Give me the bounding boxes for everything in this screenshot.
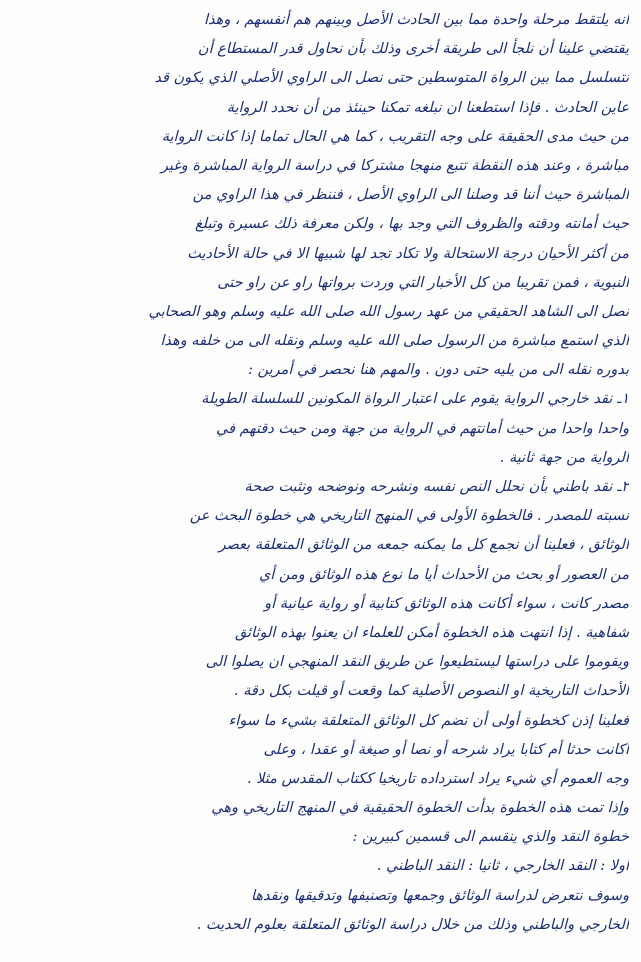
text-line: بدوره نقله الى من يليه حتى دون . والمهم هنا نحصر في أمرين : [248,362,629,379]
text-line: الأحداث التاريخية او النصوص الأصلية كما وقعت أو قيلت بكل دقة . [233,683,629,700]
text-line: الوثائق ، فعلينا أن نجمع كل ما يمكنه جمعه من الوثائق المتعلقة بعصر [218,537,629,554]
text-line: فعلينا إذن كخطوة أولى أن نضم كل الوثائق المتعلقة بشيء ما سواء [228,712,629,729]
text-line: مباشرة ، وعند هذه النقطة تتبع منهجا مشتركا في دراسة الرواية المباشرة وغير [160,157,629,174]
text-line: الرواية من جهة ثانية . [499,449,629,466]
text-line: ١ـ نقد خارجي الرواية يقوم على اعتبار الرواة المكونين للسلسلة الطويلة [201,391,629,408]
text-line: انه يلتقط مرحلة واحدة مما بين الحادث الأصل وبينهم هم أنفسهم ، وهذا [204,12,629,28]
text-line: النبوية ، فمن تقريبا من كل الأخبار التي وردت برواتها راو عن راو حتى [217,274,629,291]
text-line: نتسلسل مما بين الرواة المتوسطين حتى نصل الى الراوي الأصلي الذي يكون قد [154,70,629,87]
text-line: حيث أمانته ودقته والظروف التي وجد بها ، ولكن معرفة ذلك عسيرة وتبلغ [194,216,629,233]
text-line: نسبته للمصدر . فالخطوة الأولى في المنهج التاريخي هي خطوة البحث عن [189,508,629,525]
text-line: يقتضي علينا أن نلجأ الى طريقة أخرى وذلك بأن نحاول قدر المستطاع أن [197,41,629,58]
text-line: الذي استمع مباشرة من الرسول صلى الله عليه وسلم ونقله الى من خلفه وهذا [160,333,629,350]
text-line: شفاهية . إذا انتهت هذه الخطوة أمكن للعلماء ان يعنوا بهذه الوثائق [234,624,629,641]
text-line: خطوة النقد والذي ينقسم الى قسمين كبيرين : [352,829,629,846]
text-line: وإذا تمت هذه الخطوة بدأت الخطوة الحقيقية في المنهج التاريخي وهي [211,800,629,817]
text-line: وسوف نتعرض لدراسة الوثائق وجمعها وتصنيفها وتدقيقها ونقدها [250,887,629,904]
text-line: المباشرة حيث أننا قد وصلنا الى الراوي الأصل ، فننظر في هذا الراوي من [192,187,629,204]
text-line: ويقوموا على دراستها ليستطيعوا عن طريق النقد المنهجي ان يصلوا الى [205,654,629,671]
text-line: نصل الى الشاهد الحقيقي من عهد رسول الله صلى الله عليه وسلم وهو الصحابي [148,303,629,320]
text-line: واحدا واحدا من حيث أمانتهم في الرواية من جهة ومن حيث دقتهم في [216,420,629,437]
text-line: عاين الحادث . فإذا استطعنا ان نبلغه تمكنا حينئذ من أن نحدد الرواية [226,99,629,116]
text-line: وجه العموم أي شيء يراد استرداده تاريخيا ككتاب المقدس مثلا . [246,770,629,787]
text-line: ٢ـ نقد باطني بأن نحلل النص نفسه ونشرحه ونوضحه ونثبت صحة [244,479,629,495]
handwritten-text [10,6,629,940]
text-line: من حيث مدى الحقيقة على وجه التقريب ، كما هي الحال تماما إذا كانت الرواية [161,128,629,145]
text-line: أكانت حدثا أم كتابا يراد شرحه أو نصا أو صيغة أو عقدا ، وعلى [263,741,629,758]
text-line: أولا : النقد الخارجي ، ثانيا : النقد الباطني . [376,858,629,875]
text-line: مصدر كانت ، سواء أكانت هذه الوثائق كتابية أو رواية عيانية أو [264,595,629,612]
text-line: الخارجي والباطني وذلك من خلال دراسة الوثائق المتعلقة بعلوم الحديث . [196,916,629,933]
text-line: من العصور أو بحث من الأحداث أيا ما نوع هذه الوثائق ومن أي [258,566,629,583]
text-line: من أكثر الأحيان درجة الاستحالة ولا تكاد تجد لها شبيها الا في حالة الأحاديث [187,245,629,262]
